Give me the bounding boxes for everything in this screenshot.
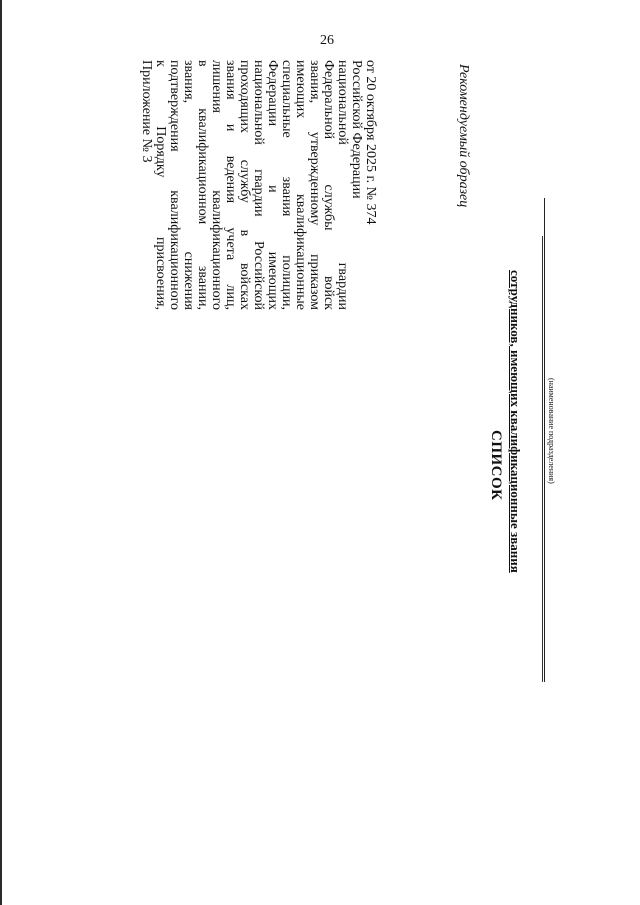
appendix-line: специальные звания полиции, bbox=[279, 60, 294, 310]
appendix-line: Российской Федерации bbox=[349, 60, 364, 199]
appendix-line: лишения квалификационного bbox=[209, 60, 224, 310]
appendix-line: Федеральной службы войск bbox=[321, 60, 336, 310]
appendix-line: национальной гвардии bbox=[335, 60, 350, 310]
unit-name-line bbox=[542, 236, 543, 682]
appendix-line: имеющих квалификационные bbox=[293, 60, 308, 310]
appendix-block bbox=[139, 60, 377, 310]
unit-name-caption: (наименование подразделения) bbox=[547, 378, 556, 484]
appendix-line: проходящих службу в войсках bbox=[237, 60, 252, 310]
appendix-line: звания, утвержденному приказом bbox=[307, 60, 322, 310]
list-title: СПИСОК bbox=[488, 430, 504, 501]
appendix-line: национальной гвардии Российской bbox=[251, 60, 266, 310]
recommended-sample-rule bbox=[544, 198, 545, 682]
appendix-line: звания, снижения bbox=[181, 60, 196, 310]
appendix-line: подтверждения квалификационного bbox=[167, 60, 182, 310]
scan-edge-line bbox=[0, 0, 2, 905]
appendix-line: к Порядку присвоения, bbox=[153, 60, 168, 310]
appendix-line: Федерации и имеющих bbox=[265, 60, 280, 310]
list-subtitle: сотрудников, имеющих квалификационные звания bbox=[508, 270, 523, 573]
appendix-line: Приложение № 3 bbox=[139, 60, 154, 163]
appendix-line: звания и ведения учета лиц, bbox=[223, 60, 238, 310]
appendix-line: в квалификационном звании, bbox=[195, 60, 210, 310]
recommended-sample-label: Рекомендуемый образец bbox=[456, 64, 471, 208]
appendix-line: от 20 октября 2025 г. № 374 bbox=[363, 60, 378, 225]
page-number: 26 bbox=[320, 33, 334, 48]
